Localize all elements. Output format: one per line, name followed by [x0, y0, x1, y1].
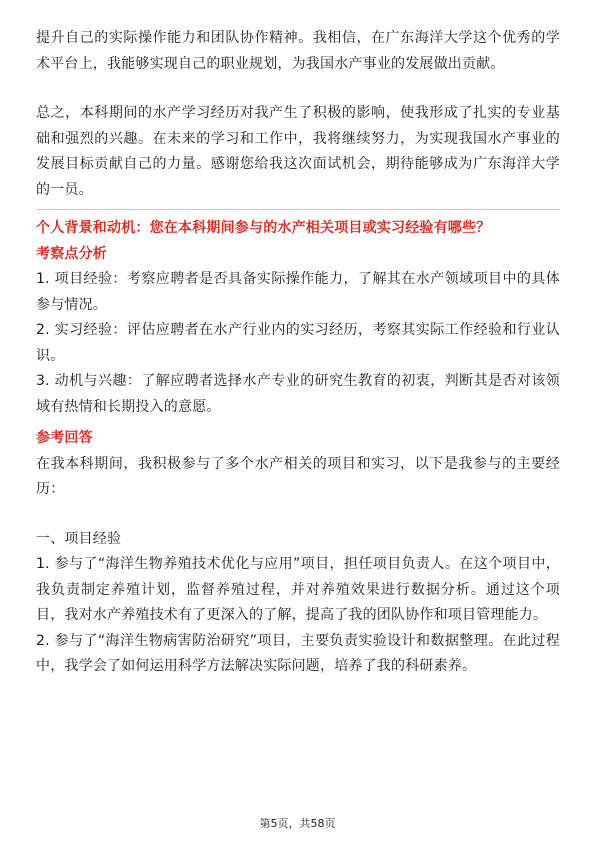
section-heading: 一、项目经验 [36, 530, 122, 547]
section-divider [36, 209, 560, 210]
page-number: 第5页，共58页 [259, 817, 336, 830]
answer-item-1: 1. 参与了“海洋生物养殖技术优化与应用”项目，担任项目负责人。在这个项目中，我负责制定养殖计划，监督养殖过程，并对养殖效果进行数据分析。通过这个项目，我对水产养殖技术有了更深入的了解，提高了我的团队协作和项目管理能力。 [36, 556, 560, 623]
answer-intro: 在我本科期间，我积极参与了多个水产相关的项目和实习，以下是我参与的主要经历： [36, 455, 560, 497]
intro-paragraph-1: 提升自己的实际操作能力和团队协作精神。我相信，在广东海洋大学这个优秀的学术平台上，我能够实现自己的职业规划，为我国水产事业的发展做出贡献。 [36, 30, 560, 72]
analysis-item-2: 2. 实习经验：评估应聘者在水产行业内的实习经历，考察其实际工作经验和行业认识。 [36, 322, 560, 364]
answer-heading: 参考回答 [36, 430, 93, 446]
question-title: 个人背景和动机：您在本科期间参与的水产相关项目或实习经验有哪些？ [36, 220, 491, 236]
page-content [36, 26, 560, 680]
analysis-heading: 考察点分析 [36, 245, 107, 262]
intro-paragraph-2: 总之，本科期间的水产学习经历对我产生了积极的影响，使我形成了扎实的专业基础和强烈的兴趣。在未来的学习和工作中，我将继续努力，为实现我国水产事业的发展目标贡献自己的力量。感谢您给我这次面试机会，期待能够成为广东海洋大学的一员。 [36, 105, 560, 198]
answer-item-2: 2. 参与了“海洋生物病害防治研究”项目，主要负责实验设计和数据整理。在此过程中，我学会了如何运用科学方法解决实际问题，培养了我的科研素养。 [36, 632, 560, 674]
analysis-item-3: 3. 动机与兴趣：了解应聘者选择水产专业的研究生教育的初衷，判断其是否对该领域有热情和长期投入的意愿。 [36, 373, 560, 415]
analysis-item-1: 1. 项目经验：考察应聘者是否具备实际操作能力，了解其在水产领域项目中的具体参与情况。 [36, 271, 560, 313]
